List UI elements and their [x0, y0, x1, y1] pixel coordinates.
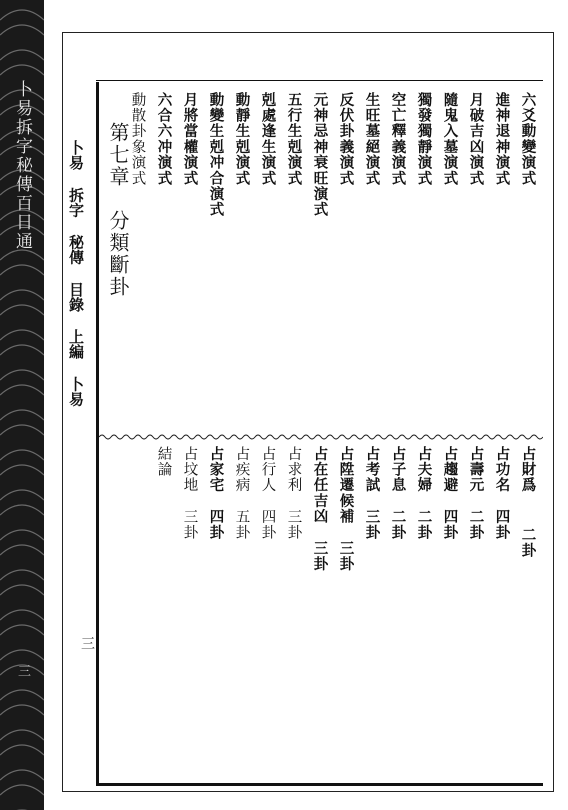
toc-entry: 動散卦象演式 — [129, 92, 146, 187]
divination-entry — [234, 446, 249, 541]
divination-entry — [286, 446, 301, 541]
divination-entry — [260, 446, 275, 541]
divination-entry — [338, 446, 353, 572]
entry-count: 二卦 — [415, 509, 433, 541]
divination-entry — [182, 446, 197, 541]
toc-entry: 元神忌神衰旺演式 — [311, 92, 329, 218]
divination-entry — [390, 446, 405, 541]
running-head-part: 上編 — [67, 328, 85, 359]
running-head-part: 卜易 — [67, 140, 85, 170]
divination-entry — [468, 446, 483, 541]
entry-label: 占財爲 — [519, 446, 537, 494]
entry-count: 二卦 — [519, 527, 537, 559]
toc-entry: 動變生剋冲合演式 — [207, 92, 225, 218]
entry-count: 三卦 — [285, 509, 302, 541]
running-head-part: 目錄 — [67, 281, 85, 312]
entry-count: 五卦 — [233, 509, 250, 541]
toc-entry: 動靜生剋演式 — [233, 92, 251, 187]
chapter-title: 第七章 分類斷卦 — [106, 122, 130, 298]
entry-label: 占夫婦 — [415, 446, 433, 494]
toc-entry: 反伏卦義演式 — [337, 92, 355, 187]
toc-entry: 月將當權演式 — [181, 92, 199, 187]
entry-label: 占在任吉凶 — [311, 446, 329, 525]
toc-entry: 進神退神演式 — [493, 92, 511, 187]
entry-count: 四卦 — [441, 509, 459, 541]
entry-count: 二卦 — [389, 509, 407, 541]
entry-label: 占考試 — [363, 446, 381, 494]
entry-label: 占坟地 — [181, 446, 198, 494]
wavy-divider — [99, 433, 543, 441]
side-band-title: 卜易拆字秘傳百日通 — [12, 80, 32, 251]
decorative-side-band — [0, 0, 44, 810]
divination-entry — [494, 446, 509, 541]
entry-count: 四卦 — [207, 509, 225, 541]
side-band-page-number: 三 — [15, 664, 30, 677]
toc-entry: 六合六冲演式 — [155, 92, 173, 187]
entry-label: 占陞遷候補 — [337, 446, 355, 525]
entry-count: 三卦 — [363, 509, 381, 541]
toc-entry: 空亡釋義演式 — [389, 92, 407, 187]
running-head-part: 秘傳 — [67, 234, 85, 265]
running-head — [68, 140, 83, 406]
divination-entry — [156, 446, 171, 477]
entry-label: 占家宅 — [207, 446, 225, 494]
entry-count: 三卦 — [181, 509, 198, 541]
entry-label: 結論 — [155, 446, 172, 478]
running-head-part: 卜易 — [67, 376, 85, 407]
entry-count: 二卦 — [467, 509, 485, 541]
entry-count: 四卦 — [493, 509, 511, 541]
page-number: 三 — [79, 636, 95, 650]
toc-entry: 五行生剋演式 — [285, 92, 303, 187]
divination-entry — [442, 446, 457, 541]
entry-count: 四卦 — [259, 509, 276, 541]
entry-label: 占功名 — [493, 446, 511, 494]
running-head-part: 拆字 — [67, 187, 85, 218]
content-top-rule — [96, 80, 543, 81]
divination-entry — [208, 446, 223, 541]
entry-label: 占疾病 — [233, 446, 250, 494]
entry-label: 占求利 — [285, 446, 302, 494]
entry-count: 三卦 — [337, 540, 355, 572]
toc-entry: 六爻動變演式 — [519, 92, 537, 187]
toc-entry: 月破吉凶演式 — [467, 92, 485, 187]
entry-label: 占子息 — [389, 446, 407, 494]
divination-entry — [416, 446, 431, 541]
entry-count: 三卦 — [311, 540, 329, 572]
divination-entry — [520, 446, 535, 559]
toc-entry: 隨鬼入墓演式 — [441, 92, 459, 187]
entry-label: 占趨避 — [441, 446, 459, 494]
entry-label: 占壽元 — [467, 446, 485, 494]
divination-entry — [364, 446, 379, 541]
divination-entry — [312, 446, 327, 572]
toc-entry: 剋處逢生演式 — [259, 92, 277, 187]
toc-entry: 生旺墓絕演式 — [363, 92, 381, 187]
toc-entry: 獨發獨靜演式 — [415, 92, 433, 187]
entry-label: 占行人 — [259, 446, 276, 494]
